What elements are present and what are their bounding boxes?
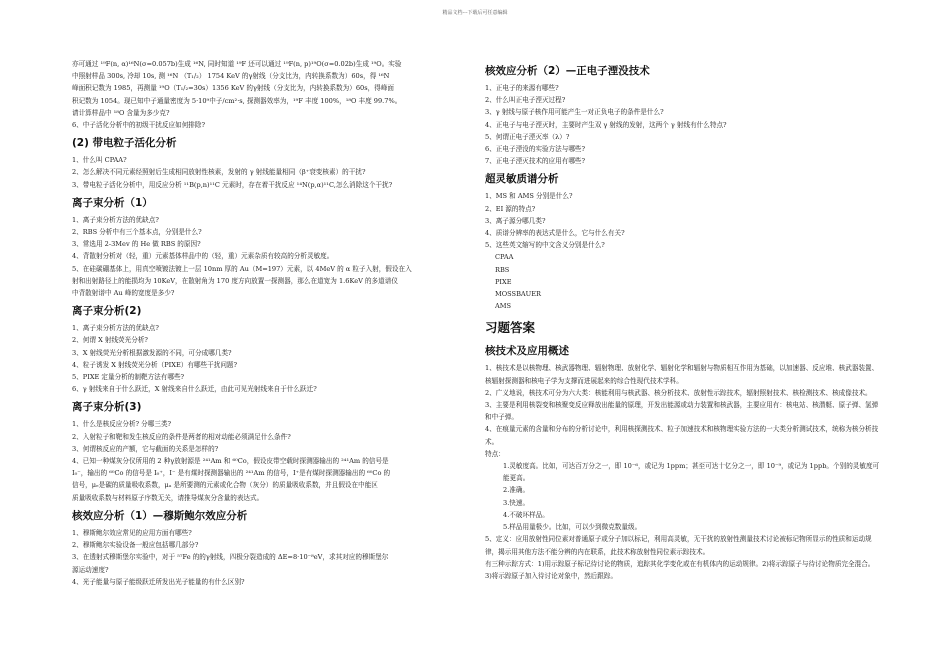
list-item: 1、穆斯鲍尔效应常见的应用方面有哪些? [72, 528, 192, 537]
list-item: 3、γ 射线与原子核作用可能产生一对正负电子的条件是什么? [485, 108, 664, 117]
list-item: 2、怎么解决不同元素经照射后生成相同放射性核素，发射的 γ 射线能量相同（β⁺衰变核素）的干扰? [72, 168, 366, 177]
list-item: 源运动速度? [72, 565, 109, 574]
intro-line: 请计算样品中 ¹⁸O 含量为多少克? [72, 108, 170, 117]
answer-paragraph: 3、主要是利用核裂变和核聚变反应释放出能量的原理，开发出能源或动力装置和核武器，主要应用有：核电站、核潜艇、原子弹、氢弹和中子弹。 [485, 401, 879, 422]
section-title-ion-beam-2: 离子束分析(2) [72, 305, 142, 318]
answer-paragraph: 有三种示踪方式：1)用示踪原子标记待讨论的物质，追踪其化学变化或在有机体内的运动规律。2)将示踪原子与待讨论物质完全混合。3)将示踪原子加入待讨论对象中，然后跟踪。 [485, 559, 875, 580]
section-title-positron: 核效应分析（2）—正电子湮没技术 [485, 65, 650, 77]
answer-paragraph: 1、核技术是以核物理、核武器物理、辐射物理、放射化学、辐射化学和辐射与物质相互作用为基础，以加速器、反应堆、核武器装置、核辐射探测器和核电子学为支撑而进展起来的综合性现代技术学科。 [485, 364, 879, 385]
intro-line: 中照射样品 300s, 冷却 10s, 测 ¹⁶N （T₁/₂） 1754 KeV 的γ射线（分支比为，内转换系数为）60s，得 ¹⁶N [72, 72, 390, 81]
features-label: 特点： [485, 449, 505, 458]
section-title-cpaa: (2) 带电粒子活化分析 [72, 137, 177, 150]
answer-paragraph: 2、广义地说，核技术可分为六大类：核能利用与核武器、核分析技术、放射性示踪技术，辐射照射技术、核检测技术、核成像技术。 [485, 388, 872, 397]
list-item: 4、已知一种煤灰分仪所用的 2 种γ放射源是 ²⁴¹Am 和 ⁶⁰Co，假设皮带空载时探测器输出的 ²⁴¹Am 的信号是 [72, 457, 389, 466]
answer-paragraph: 5、定义：应用放射性同位素对普通原子或分子加以标记，利用高灵敏，无干扰的放射性测量技术讨论被标记物所显示的性质和运动规律，揭示用其他方法不能分辨的内在联系，此技术称放射性同位素示踪技术。 [485, 535, 872, 556]
list-item: 2、穆斯鲍尔实验设备一般应包括哪几部分? [72, 541, 199, 550]
list-item: 信号，μₑ是碳的质量吸收系数，μₐ 是所要测的元素或化合物（灰分）的质量吸收系数，并且假设在中能区 [72, 481, 378, 490]
list-item: 1、什么叫 CPAA? [72, 156, 127, 165]
left-column [72, 58, 470, 588]
list-item: 5、何谓正电子湮灭率（λ）? [485, 132, 570, 141]
list-item: 7、正电子湮灭技术的应用有哪些? [485, 157, 586, 166]
abbrev-item: MOSSBAUER [495, 290, 542, 299]
answer-paragraph: 4、在痕量元素的含量和分布的分析讨论中，利用核探测技术、粒子加速技术和核物理实验方法的一大类分析测试技术，统称为核分析技术。 [485, 425, 879, 446]
right-column [485, 62, 880, 582]
list-item: 4、正电子与电子湮灭时，主要时产生双 γ 射线的发射，这两个 γ 射线有什么特点? [485, 120, 727, 129]
list-item: 2、RBS 分析中有三个基本点，分别是什么? [72, 228, 202, 237]
list-item: 6、γ 射线来自于什么跃迁，X 射线来自什么跃迁，由此可见光射线来自于什么跃迁? [72, 385, 317, 394]
list-item: 6、正电子湮没的实验方法与哪些? [485, 145, 586, 154]
list-item: 射和出射路径上的能损均为 10KeV，在散射角为 170 度方向放置一探测器，那么在道宽为 1.6KeV 的多道谱仪 [72, 276, 398, 285]
feature-item: 2.准确。 [503, 486, 530, 495]
feature-item: 5.样品用量极少。比如，可以少到微克数量级。 [503, 523, 642, 532]
section-title-ion-beam-3: 离子束分析(3) [72, 401, 142, 414]
feature-item: 3.快速。 [503, 498, 530, 507]
list-item: 2、EI 源的特点? [485, 204, 536, 213]
intro-block [72, 58, 470, 119]
list-item: 3、带电粒子活化分析中，用反应分析 ¹¹B(p,n)¹¹C 元素时，存在着干扰反应 ¹⁴N(p,α)¹¹C,怎么消除这个干扰? [72, 180, 393, 189]
list-item: 2、什么叫正电子湮灭过程? [485, 96, 566, 105]
list-item: 2、何谓 X 射线荧光分析? [72, 336, 148, 345]
page-header: 精品文档---下载后可任意编辑 [442, 10, 508, 16]
list-item: 1、离子束分析方法的优缺点? [72, 215, 159, 224]
list-item: 1、正电子的来源有哪些? [485, 84, 559, 92]
abbrev-item: RBS [495, 265, 510, 274]
list-item: 5、PIXE 定量分析的制靶方法有哪些? [72, 373, 185, 382]
list-item: 3、X 射线荧光分析根据激发源的不同，可分成哪几类? [72, 348, 232, 357]
list-item: 4、质谱分辨率的表达式是什么，它与什么有关? [485, 229, 625, 238]
feature-item: 1.灵敏度高。比如，可达百万分之一，即 10⁻⁶，或记为 1ppm；甚至可达十亿分之一，即 10⁻⁹，或记为 1ppb。个别的灵敏度可能更高。 [503, 462, 880, 483]
list-item: 1、MS 和 AMS 分别是什么? [485, 192, 573, 201]
list-item: 中背散射谱中 Au 峰的宽度是多少? [72, 289, 175, 298]
list-item: 3、常选用 2-3Mev 的 He 做 RBS 的原因? [72, 240, 201, 249]
list-item: 1、离子束分析方法的优缺点? [72, 324, 159, 333]
list-item: 4、光子能量与原子能级跃迁所发出光子能量的有什么区别? [72, 577, 245, 586]
list-item: 4、粒子诱发 X 射线荧光分析（PIXE）有哪些干扰问题? [72, 360, 238, 369]
intro-line: 积记数为 1054。现已知中子通量密度为 5·10⁹中子/cm²·s, 探测器效率为，¹⁹F 丰度 100%，¹⁸O 丰度 99.7%。 [72, 96, 402, 105]
section-title-mossbauer: 核效应分析（1）—穆斯鲍尔效应分析 [72, 509, 248, 522]
list-item: 4、背散射分析对（轻，重）元素基体样品中的（轻，重）元素杂质有较高的分析灵敏度。 [72, 252, 334, 261]
list-item: 5、这些英文缩写的中文含义分别是什么? [485, 241, 605, 250]
list-item: I₀⁻，输出的 ⁶⁰Co 的信号是 I₀⁺，I⁻ 是有煤时探测器输出的 ²⁴¹Am 的信号，I⁺是有煤时探测器输出的 ⁶⁰Co 的 [72, 469, 391, 478]
section-title-overview: 核技术及应用概述 [485, 345, 569, 358]
abbrev-item: CPAA [495, 253, 514, 262]
list-item: 3、何谓核反应的产额，它与截面的关系是怎样的? [72, 444, 219, 453]
question-6: 6、中子活化分析中的初级干扰反应如何排除? [72, 121, 206, 130]
list-item: 1、什么是核反应分析? 分哪三类? [72, 420, 172, 429]
answers-title: 习题答案 [485, 320, 536, 336]
intro-line: 峰面积记数为 1985，再测量 ¹⁹O（T₁/₂=30s）1356 KeV 的γ射线（分支比为，内转换系数为）60s，得峰面 [72, 84, 394, 93]
section-title-ams: 超灵敏质谱分析 [485, 173, 559, 186]
section-title-ion-beam-1: 离子束分析（1） [72, 196, 153, 209]
feature-item: 4.不破坏样品。 [503, 510, 549, 519]
list-item: 2、入射粒子和靶和发生核反应的条件是两者的相对动能必须满足什么条件? [72, 432, 291, 441]
list-item: 质量吸收系数与材料原子序数无关，请推导煤灰分含量的表达式。 [72, 493, 264, 502]
intro-line: 亦可通过 ¹⁹F(n, α)¹⁶N(σ=0.057b)生成 ¹⁶N, 同时知道 ¹⁹F 还可以通过 ¹⁹F(n, p)¹⁹O(σ=0.02b)生成 ¹⁹O。实验 [72, 60, 402, 68]
abbrev-item: PIXE [495, 277, 512, 286]
abbrev-item: AMS [495, 302, 512, 311]
list-item: 5、在硅碳硼基体上，用真空喷镀法镀上一层 10nm 厚的 Au（M=197）元素，以 4MeV 的 α 粒子入射，假设在入 [72, 264, 412, 273]
list-item: 3、在透射式穆斯堡尔实验中，对于 ⁵⁷Fe 的的γ射线，四极分裂造成的 ΔE=8·10⁻⁸eV，求其对应的穆斯堡尔 [72, 553, 389, 562]
list-item: 3、离子源分哪几类? [485, 216, 546, 225]
